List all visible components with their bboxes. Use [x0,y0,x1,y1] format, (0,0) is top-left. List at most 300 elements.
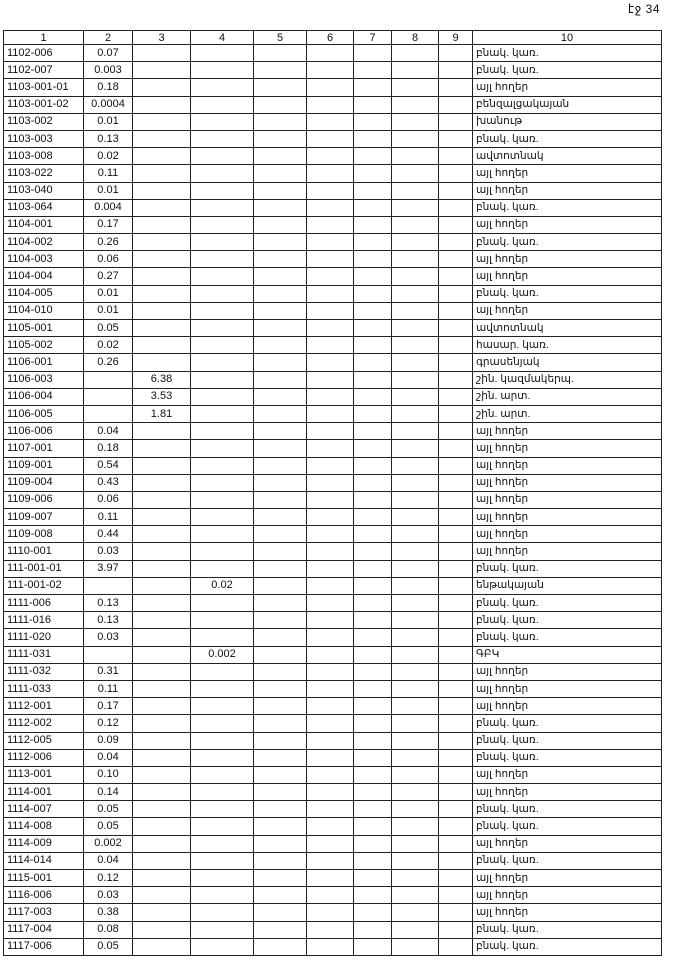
area-cell [354,526,392,543]
area-cell [254,440,307,457]
land-use-cell: այլ հողեր [473,526,662,543]
area-cell [307,921,354,938]
area-cell: 0.004 [84,199,133,216]
land-use-cell: բնակ. կառ. [473,801,662,818]
area-cell [392,320,439,337]
plot-code-cell: 1110-001 [4,543,84,560]
area-cell [392,285,439,302]
area-cell [354,870,392,887]
area-cell [254,79,307,96]
plot-code-cell: 1112-002 [4,715,84,732]
area-cell [191,216,254,233]
area-cell: 6.38 [133,371,191,388]
land-use-cell: այլ հողեր [473,474,662,491]
area-cell [133,698,191,715]
area-cell [392,612,439,629]
table-row [4,354,662,371]
land-use-cell: ավտոտնակ [473,148,662,165]
land-use-cell: բնակ. կառ. [473,595,662,612]
area-cell [307,595,354,612]
area-cell [392,62,439,79]
area-cell [392,835,439,852]
area-cell [354,423,392,440]
land-use-cell: բնակ. կառ. [473,921,662,938]
area-cell [354,251,392,268]
area-cell: 0.04 [84,749,133,766]
area-cell [392,96,439,113]
area-cell [254,405,307,422]
area-cell [354,784,392,801]
area-cell [439,165,473,182]
area-cell [133,612,191,629]
area-cell [191,852,254,869]
area-cell: 0.003 [84,62,133,79]
land-use-cell: ԳԲԿ [473,646,662,663]
area-cell [439,285,473,302]
area-cell [392,251,439,268]
area-cell [354,921,392,938]
area-cell [439,784,473,801]
table-row [4,749,662,766]
area-cell [439,938,473,955]
plot-code-cell: 1104-005 [4,285,84,302]
table-row [4,577,662,594]
land-use-cell: բնակ. կառ. [473,715,662,732]
area-cell [191,320,254,337]
area-cell [392,457,439,474]
table-row [4,113,662,130]
area-cell [254,320,307,337]
area-cell [254,938,307,955]
area-cell [191,148,254,165]
area-cell [133,113,191,130]
area-cell [307,216,354,233]
table-row [4,457,662,474]
area-cell: 0.06 [84,251,133,268]
area-cell [354,268,392,285]
area-cell [392,560,439,577]
area-cell [439,491,473,508]
area-cell [439,62,473,79]
plot-code-cell: 1109-004 [4,474,84,491]
area-cell [354,302,392,319]
area-cell [191,165,254,182]
land-use-cell: բնակ. կառ. [473,234,662,251]
area-cell [392,801,439,818]
plot-code-cell: 1114-009 [4,835,84,852]
area-cell [354,285,392,302]
area-cell [439,749,473,766]
plot-code-cell: 1102-007 [4,62,84,79]
area-cell [254,732,307,749]
table-row [4,904,662,921]
area-cell [254,45,307,62]
area-cell [354,595,392,612]
plot-code-cell: 1112-001 [4,698,84,715]
area-cell [439,371,473,388]
plot-code-cell: 1111-016 [4,612,84,629]
area-cell [392,595,439,612]
area-cell [392,388,439,405]
area-cell [392,371,439,388]
area-cell [439,818,473,835]
plot-code-cell: 1103-003 [4,130,84,147]
plot-code-cell: 1114-001 [4,784,84,801]
land-use-cell: այլ հողեր [473,423,662,440]
area-cell [254,646,307,663]
area-cell [307,457,354,474]
area-cell [392,509,439,526]
table-row [4,268,662,285]
area-cell [307,543,354,560]
area-cell [307,440,354,457]
area-cell: 0.17 [84,698,133,715]
land-use-cell: շին. կազմակերպ. [473,371,662,388]
area-cell [439,148,473,165]
table-row [4,560,662,577]
area-cell [254,148,307,165]
area-cell [439,337,473,354]
plot-code-cell: 1103-001-01 [4,79,84,96]
area-cell [254,887,307,904]
table-row [4,440,662,457]
area-cell [392,440,439,457]
area-cell [133,680,191,697]
area-cell [254,199,307,216]
area-cell [254,698,307,715]
area-cell [354,182,392,199]
table-row [4,491,662,508]
area-cell [392,543,439,560]
land-use-cell: այլ հողեր [473,251,662,268]
area-cell [439,921,473,938]
area-cell [439,113,473,130]
area-cell [133,457,191,474]
column-header-9: 9 [439,31,473,45]
area-cell [439,887,473,904]
area-cell [254,749,307,766]
area-cell [354,560,392,577]
area-cell [133,440,191,457]
area-cell [133,182,191,199]
column-header-1: 1 [4,31,84,45]
area-cell [191,732,254,749]
area-cell [254,784,307,801]
land-use-cell: այլ հողեր [473,904,662,921]
area-cell [392,732,439,749]
plot-code-cell: 111-001-01 [4,560,84,577]
area-cell [307,680,354,697]
land-use-cell: բնակ. կառ. [473,285,662,302]
column-header-10: 10 [473,31,662,45]
land-use-cell: բնակ. կառ. [473,852,662,869]
area-cell [307,405,354,422]
area-cell [191,749,254,766]
area-cell [307,251,354,268]
area-cell: 0.06 [84,491,133,508]
area-cell [254,766,307,783]
area-cell [191,818,254,835]
area-cell [84,577,133,594]
area-cell [354,680,392,697]
plot-code-cell: 1106-004 [4,388,84,405]
page-number: էջ 34 [627,2,660,16]
table-row [4,887,662,904]
area-cell [307,371,354,388]
area-cell [191,474,254,491]
area-cell [439,852,473,869]
area-cell: 0.18 [84,79,133,96]
land-use-cell: այլ հողեր [473,79,662,96]
column-header-5: 5 [254,31,307,45]
land-use-cell: այլ հողեր [473,698,662,715]
area-cell [354,629,392,646]
land-use-cell: այլ հողեր [473,887,662,904]
land-use-cell: այլ հողեր [473,165,662,182]
plot-code-cell: 1111-033 [4,680,84,697]
area-cell [133,199,191,216]
table-row [4,371,662,388]
area-cell [307,904,354,921]
area-cell [439,595,473,612]
area-cell [439,216,473,233]
table-row [4,646,662,663]
area-cell [439,320,473,337]
area-cell [133,45,191,62]
area-cell [307,165,354,182]
area-cell [133,749,191,766]
plot-code-cell: 1109-001 [4,457,84,474]
area-cell [307,818,354,835]
area-cell [254,543,307,560]
area-cell [191,766,254,783]
area-cell [392,663,439,680]
plot-code-cell: 1107-001 [4,440,84,457]
area-cell [354,835,392,852]
area-cell [133,268,191,285]
area-cell [392,268,439,285]
area-cell [133,938,191,955]
area-cell [191,595,254,612]
area-cell [307,388,354,405]
area-cell [191,45,254,62]
area-cell [191,938,254,955]
area-cell [307,199,354,216]
area-cell [354,62,392,79]
land-use-cell: այլ հողեր [473,302,662,319]
area-cell [307,612,354,629]
area-cell [307,234,354,251]
plot-code-cell: 1106-006 [4,423,84,440]
area-cell [254,371,307,388]
area-cell [254,526,307,543]
area-cell [254,818,307,835]
table-row [4,870,662,887]
land-use-cell: բնակ. կառ. [473,612,662,629]
land-use-cell: այլ հողեր [473,440,662,457]
area-cell [191,698,254,715]
plot-code-cell: 1104-001 [4,216,84,233]
area-cell [392,302,439,319]
area-cell [439,405,473,422]
area-cell [307,560,354,577]
area-cell: 0.12 [84,715,133,732]
area-cell [354,474,392,491]
area-cell [392,852,439,869]
area-cell [439,199,473,216]
column-header-3: 3 [133,31,191,45]
land-use-cell: այլ հողեր [473,457,662,474]
area-cell [354,887,392,904]
area-cell [392,423,439,440]
area-cell [191,199,254,216]
area-cell [439,612,473,629]
area-cell [307,423,354,440]
area-cell [392,337,439,354]
area-cell: 3.53 [133,388,191,405]
table-row [4,698,662,715]
table-row [4,199,662,216]
column-header-6: 6 [307,31,354,45]
plot-code-cell: 1111-020 [4,629,84,646]
plot-code-cell: 1103-022 [4,165,84,182]
table-row [4,216,662,233]
area-cell: 0.17 [84,216,133,233]
area-cell [191,835,254,852]
table-row [4,423,662,440]
area-cell [307,698,354,715]
land-use-cell: այլ հողեր [473,509,662,526]
table-row [4,766,662,783]
area-cell [191,560,254,577]
area-cell: 0.01 [84,182,133,199]
area-cell [392,113,439,130]
land-plot-table [3,30,662,956]
area-cell [392,577,439,594]
area-cell: 0.01 [84,113,133,130]
area-cell [439,388,473,405]
area-cell [354,79,392,96]
land-use-cell: այլ հողեր [473,216,662,233]
area-cell [392,904,439,921]
area-cell [133,629,191,646]
land-use-cell: այլ հողեր [473,784,662,801]
area-cell: 0.11 [84,680,133,697]
area-cell [254,612,307,629]
area-cell [354,938,392,955]
area-cell [254,388,307,405]
area-cell [307,45,354,62]
header-row [4,31,662,45]
area-cell [439,663,473,680]
area-cell: 0.54 [84,457,133,474]
area-cell [191,457,254,474]
plot-code-cell: 1109-006 [4,491,84,508]
area-cell [254,251,307,268]
area-cell [392,887,439,904]
table-row [4,612,662,629]
area-cell: 0.04 [84,423,133,440]
area-cell [354,663,392,680]
land-use-cell: այլ հողեր [473,766,662,783]
area-cell [439,629,473,646]
area-cell [354,715,392,732]
table-row [4,663,662,680]
area-cell [439,268,473,285]
area-cell [307,285,354,302]
area-cell [133,130,191,147]
area-cell [254,715,307,732]
area-cell [439,79,473,96]
area-cell [254,285,307,302]
plot-code-cell: 111-001-02 [4,577,84,594]
area-cell [191,680,254,697]
column-header-7: 7 [354,31,392,45]
area-cell [439,766,473,783]
area-cell [254,870,307,887]
plot-code-cell: 1113-001 [4,766,84,783]
area-cell [307,62,354,79]
area-cell [191,113,254,130]
area-cell: 0.11 [84,165,133,182]
plot-code-cell: 1112-006 [4,749,84,766]
area-cell [439,835,473,852]
land-use-cell: շին. արտ. [473,388,662,405]
area-cell [191,543,254,560]
area-cell [392,818,439,835]
area-cell [254,509,307,526]
area-cell [439,526,473,543]
area-cell [439,354,473,371]
table-row [4,938,662,955]
area-cell [191,887,254,904]
area-cell [439,870,473,887]
area-cell [254,337,307,354]
area-cell [392,79,439,96]
plot-code-cell: 1105-001 [4,320,84,337]
land-use-cell: բնակ. կառ. [473,629,662,646]
area-cell [133,732,191,749]
area-cell [191,491,254,508]
table-row [4,337,662,354]
area-cell [133,96,191,113]
area-cell [191,234,254,251]
area-cell: 0.13 [84,612,133,629]
table-row [4,130,662,147]
land-use-cell: այլ հողեր [473,680,662,697]
area-cell [191,130,254,147]
area-cell [254,216,307,233]
area-cell [307,354,354,371]
land-use-cell: բնակ. կառ. [473,62,662,79]
area-cell [354,698,392,715]
area-cell [191,371,254,388]
table-row [4,96,662,113]
area-cell: 0.14 [84,784,133,801]
land-use-cell: այլ հողեր [473,182,662,199]
plot-code-cell: 1117-003 [4,904,84,921]
area-cell [191,79,254,96]
plot-code-cell: 1103-040 [4,182,84,199]
area-cell [191,251,254,268]
area-cell [84,388,133,405]
plot-code-cell: 1106-003 [4,371,84,388]
area-cell [84,405,133,422]
area-cell [307,577,354,594]
table-row [4,715,662,732]
area-cell [307,130,354,147]
area-cell [392,526,439,543]
